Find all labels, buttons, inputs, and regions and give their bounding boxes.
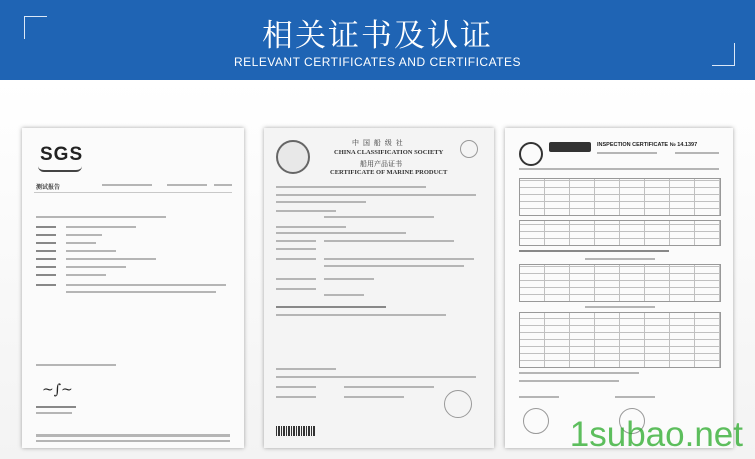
sgs-header-text [102, 184, 152, 186]
header-banner [0, 0, 755, 80]
ccs-body-text [276, 240, 316, 242]
ccs-barcode-image [276, 426, 316, 436]
sgs-logo-swash [38, 166, 82, 172]
inspection-table-product [519, 220, 721, 246]
ccs-body-text [344, 386, 434, 388]
sgs-body-text [36, 234, 56, 236]
ccs-body-text [276, 314, 446, 316]
inspection-body-text [519, 250, 669, 252]
inspection-body-text [615, 396, 655, 398]
sgs-body-text [66, 226, 136, 228]
sgs-footer-text [36, 440, 230, 442]
sgs-footer-text [36, 434, 230, 437]
ccs-body-text [276, 201, 366, 203]
sgs-body-text [36, 216, 166, 218]
inspection-stamp-image [523, 408, 549, 434]
sgs-body-text [36, 242, 56, 244]
inspection-table-header [519, 178, 721, 216]
ccs-body-text [276, 306, 386, 308]
sgs-header-text [214, 184, 232, 186]
inspection-body-text [519, 372, 639, 374]
sgs-body-text [66, 291, 216, 293]
inspection-certificate-image [505, 128, 733, 448]
inspection-body-text [519, 380, 619, 382]
ccs-body-text [276, 258, 316, 260]
sgs-body-text [66, 258, 156, 260]
ccs-body-text [324, 240, 454, 242]
sgs-footer-text [36, 406, 76, 408]
inspection-table-chemical [519, 312, 721, 368]
ccs-body-text [276, 232, 406, 234]
ccs-body-text [276, 368, 336, 370]
ccs-anchor-emblem-icon [276, 140, 310, 174]
ccs-body-text [324, 294, 364, 296]
sgs-body-text [36, 274, 56, 276]
ccs-org-cn: 中 国 船 级 社 [352, 140, 404, 147]
ccs-body-text [276, 396, 316, 398]
inspection-body-text [519, 396, 559, 398]
ccs-body-text [276, 386, 316, 388]
ccs-certificate-image [264, 128, 494, 448]
sgs-footer-text [36, 412, 72, 414]
sgs-divider [34, 192, 232, 193]
ccs-body-text [276, 376, 476, 378]
ccs-body-text [324, 258, 474, 260]
ccs-stamp-image [444, 390, 472, 418]
ccs-cert-en: CERTIFICATE OF MARINE PRODUCT [330, 169, 448, 176]
ccs-body-text [276, 194, 476, 196]
inspection-body-text [585, 306, 655, 308]
watermark-text: 1subao.net [569, 415, 743, 454]
ccs-org-en: CHINA CLASSIFICATION SOCIETY [334, 149, 444, 156]
sgs-header-text [167, 184, 207, 186]
ccs-body-text [324, 265, 464, 267]
sgs-body-text [36, 266, 56, 268]
sgs-body-text [66, 242, 96, 244]
sgs-body-text [36, 284, 56, 286]
ccs-cert-cn: 船用产品证书 [360, 161, 402, 168]
corner-bracket-bottom-right [712, 43, 735, 66]
sgs-body-text [66, 266, 126, 268]
inspection-header-text [597, 152, 657, 154]
page-title: 相关证书及认证 [262, 18, 493, 54]
inspection-header-text [519, 168, 719, 170]
inspection-title: INSPECTION CERTIFICATE № 14.1397 [597, 142, 698, 148]
inspection-body-text [585, 258, 655, 260]
sgs-signature-image: ~∫~ [42, 382, 73, 398]
ccs-body-text [276, 288, 316, 290]
ccs-body-text [276, 278, 316, 280]
sgs-body-text [36, 226, 56, 228]
sgs-body-text [66, 250, 116, 252]
ccs-body-text [324, 278, 374, 280]
sgs-body-text [36, 250, 56, 252]
ccs-body-text [276, 226, 346, 228]
sgs-body-text [36, 258, 56, 260]
inspection-badge-icon [549, 142, 591, 152]
ccs-body-text [324, 216, 434, 218]
ccs-body-text [276, 186, 426, 188]
sgs-body-text [66, 234, 102, 236]
page-subtitle: RELEVANT CERTIFICATES AND CERTIFICATES [233, 55, 522, 69]
ccs-body-text [344, 396, 404, 398]
inspection-header-text [675, 152, 719, 154]
sgs-body-text [66, 284, 226, 286]
sgs-logo: SGS [40, 144, 84, 165]
inspection-table-mechanical [519, 264, 721, 302]
inspection-logo-icon [519, 142, 543, 166]
ccs-seal-image [460, 140, 478, 158]
sgs-certificate-image [22, 128, 244, 448]
sgs-report-label: 测试报告 [36, 185, 61, 191]
sgs-footer-text [36, 364, 116, 366]
sgs-body-text [66, 274, 106, 276]
ccs-body-text [276, 210, 336, 212]
ccs-body-text [276, 248, 316, 250]
